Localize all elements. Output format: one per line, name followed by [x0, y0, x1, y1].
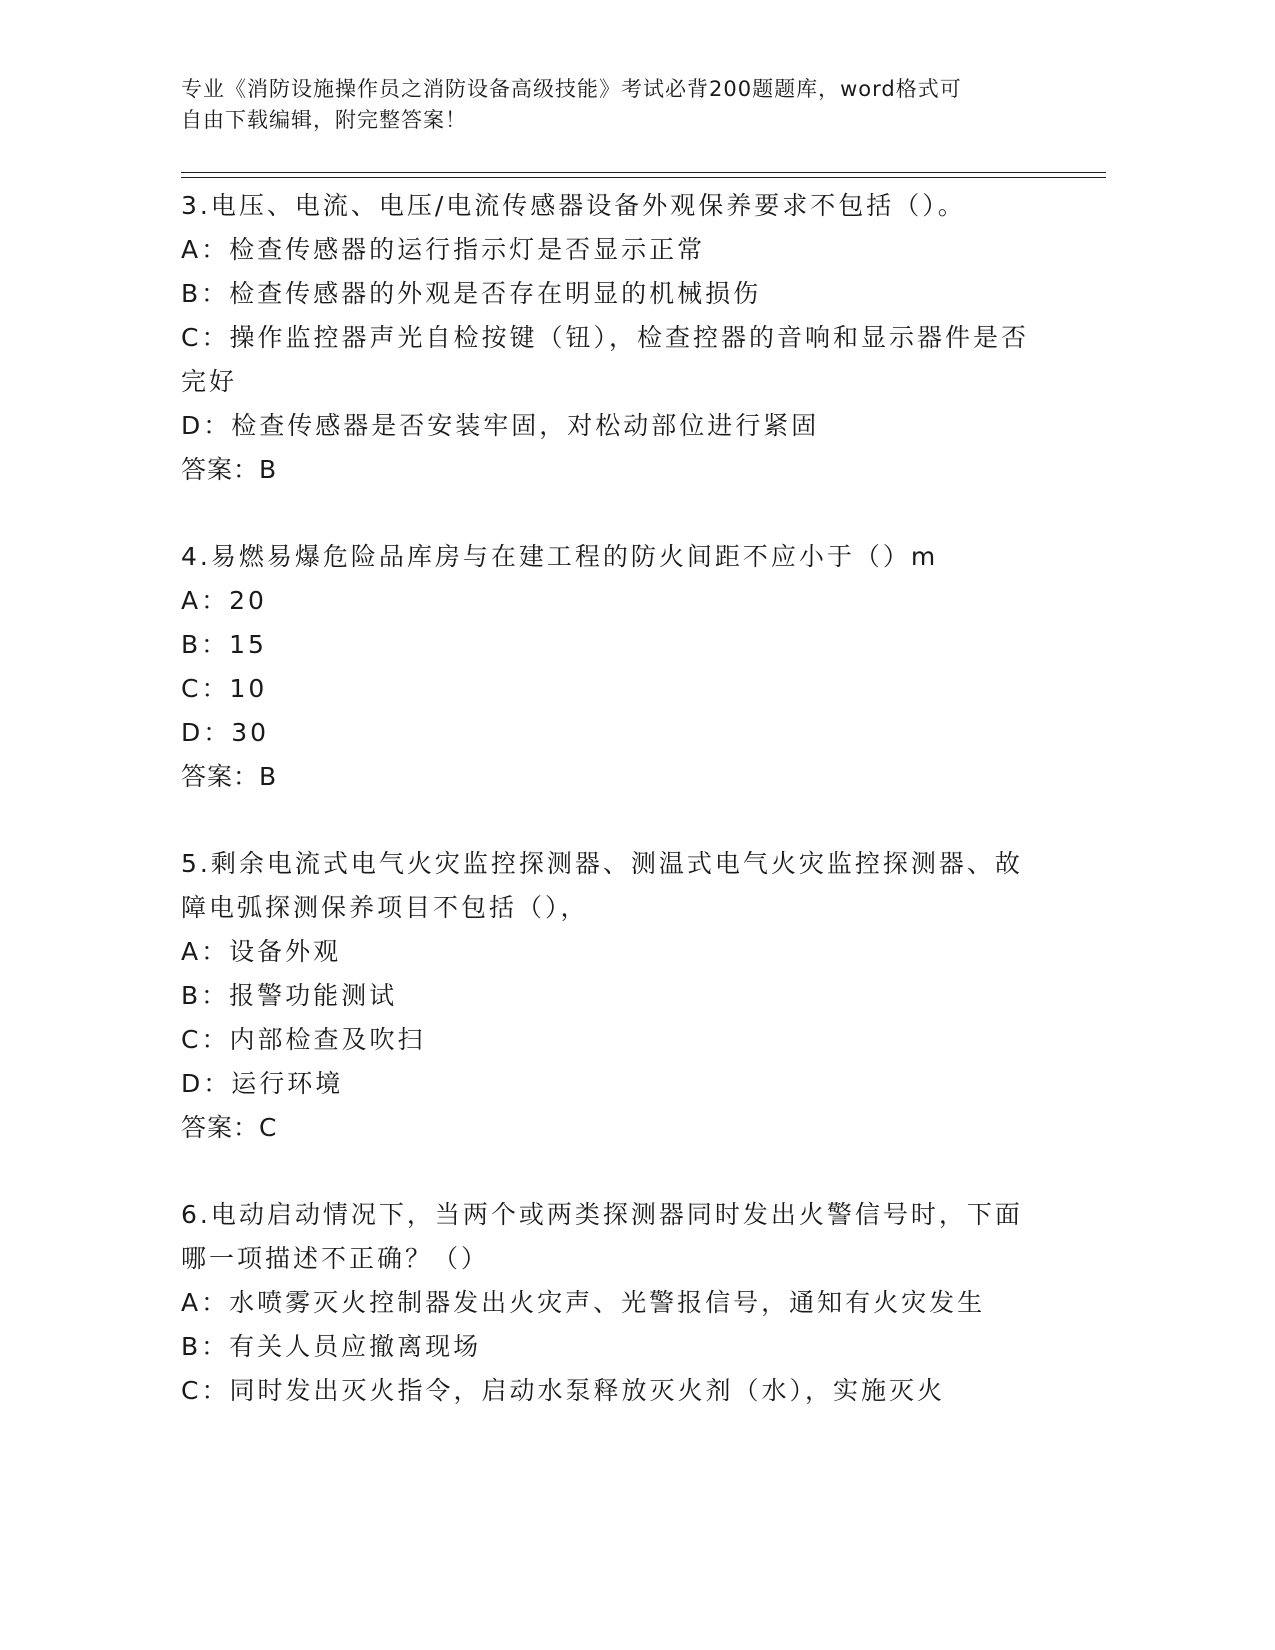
option-d: D：30 — [181, 718, 270, 747]
header-divider — [181, 172, 1106, 173]
document-header — [181, 74, 1041, 136]
option-d: D：检查传感器是否安装牢固，对松动部位进行紧固 — [181, 411, 820, 440]
question-stem: 5.剩余电流式电气火灾监控探测器、测温式电气火灾监控探测器、故 — [181, 849, 1023, 878]
option-c: C：内部检查及吹扫 — [181, 1025, 426, 1054]
option-a: A：设备外观 — [181, 937, 342, 966]
option-b: B：检查传感器的外观是否存在明显的机械损伤 — [181, 279, 762, 308]
question-list — [181, 184, 1081, 1413]
question-stem: 3.电压、电流、电压/电流传感器设备外观保养要求不包括（）。 — [181, 191, 966, 220]
header-divider — [181, 177, 1106, 178]
option-c: C：同时发出灭火指令，启动水泵释放灭火剂（水），实施灭火 — [181, 1376, 945, 1405]
option-c: C：操作监控器声光自检按键（钮），检查控器的音响和显示器件是否 — [181, 323, 1029, 352]
header-line: 专业《消防设施操作员之消防设备高级技能》考试必背200题题库，word格式可 — [181, 77, 962, 101]
question-stem-continued: 哪一项描述不正确？（） — [181, 1244, 490, 1273]
answer-text: 答案：C — [181, 1113, 278, 1142]
option-a: A：检查传感器的运行指示灯是否显示正常 — [181, 235, 706, 264]
question-stem: 6.电动启动情况下，当两个或两类探测器同时发出火警信号时，下面 — [181, 1200, 1023, 1229]
question-item — [181, 1193, 1081, 1413]
option-a: A：水喷雾灭火控制器发出火灾声、光警报信号，通知有火灾发生 — [181, 1288, 986, 1317]
answer-text: 答案：B — [181, 762, 278, 791]
answer-text: 答案：B — [181, 455, 278, 484]
option-a: A：20 — [181, 586, 267, 615]
option-b: B：15 — [181, 630, 267, 659]
option-c-continued: 完好 — [181, 367, 238, 396]
option-c: C：10 — [181, 674, 268, 703]
question-item — [181, 184, 1081, 491]
option-b: B：报警功能测试 — [181, 981, 398, 1010]
question-stem-continued: 障电弧探测保养项目不包括（）， — [181, 893, 589, 922]
option-b: B：有关人员应撤离现场 — [181, 1332, 482, 1361]
question-stem: 4.易燃易爆危险品库房与在建工程的防火间距不应小于（）m — [181, 542, 939, 571]
question-item — [181, 842, 1081, 1149]
question-item — [181, 535, 1081, 798]
header-line: 自由下载编辑，附完整答案！ — [181, 108, 467, 132]
option-d: D：运行环境 — [181, 1069, 344, 1098]
